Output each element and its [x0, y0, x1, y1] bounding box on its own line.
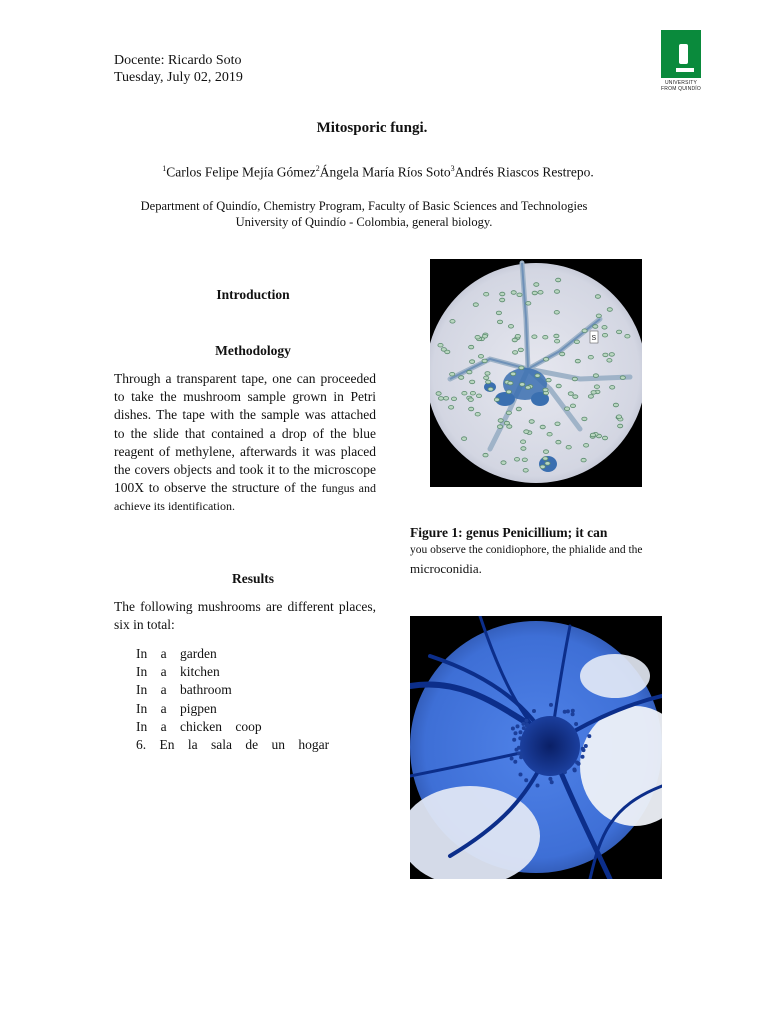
spore-dot: [550, 780, 554, 784]
conidium-dot: [607, 308, 612, 312]
conidium-dot: [504, 421, 509, 425]
conidium-dot: [618, 424, 623, 428]
spore-dot: [518, 736, 522, 740]
list-item: In a bathroom: [136, 682, 232, 698]
conidium-dot: [450, 320, 455, 324]
conidium-dot: [544, 358, 549, 362]
conidium-dot: [482, 359, 487, 363]
conidium-dot: [556, 384, 561, 388]
conidium-dot: [478, 355, 483, 359]
conidium-dot: [534, 283, 539, 287]
conidium-dot: [546, 378, 551, 382]
spore-dot: [517, 746, 521, 750]
conidium-dot: [459, 376, 464, 380]
conidium-dot: [540, 425, 545, 429]
spore-dot: [584, 744, 588, 748]
conidium-dot: [581, 458, 586, 462]
conidium-dot: [602, 333, 607, 337]
conidium-dot: [560, 352, 565, 356]
logo-line-2: FROM QUINDÍO: [661, 86, 701, 92]
list-item: In a garden: [136, 646, 217, 661]
conidium-dot: [483, 453, 488, 457]
spore-dot: [572, 768, 576, 772]
author-1-name: Carlos Felipe Mejía Gómez: [166, 164, 316, 180]
spore-dot: [522, 726, 526, 730]
conidium-dot: [468, 398, 473, 402]
conidium-dot: [501, 461, 506, 465]
conidium-dot: [469, 407, 474, 411]
affiliation-line-2: University of Quindío - Colombia, general biology.: [235, 215, 493, 229]
conidium-dot: [436, 392, 441, 396]
conidium-dot: [555, 422, 560, 426]
conidium-dot: [498, 419, 503, 423]
conidium-dot: [596, 314, 601, 318]
figure-1-caption-body: you observe the conidiophore, the phialide and the: [410, 544, 643, 556]
results-paragraph: The following mushrooms are different places, six in total:: [114, 599, 376, 633]
spore-dot: [563, 770, 567, 774]
logo-text: [652, 80, 710, 92]
conidium-dot: [470, 360, 475, 364]
figure-1-micrograph: [430, 259, 642, 487]
spore-dot: [536, 784, 540, 788]
conidium-dot: [470, 380, 475, 384]
spore-dot: [549, 703, 553, 707]
conidium-dot: [524, 430, 529, 434]
conidium-dot: [573, 395, 578, 399]
conidium-dot: [469, 345, 474, 349]
conidium-dot: [508, 325, 513, 329]
teacher-line: Docente: Ricardo Soto: [114, 53, 242, 68]
conidium-dot: [496, 311, 501, 315]
figure-1-caption-tail: microconidia.: [410, 561, 482, 576]
author-1-sup: 1: [162, 164, 167, 173]
spore-dot: [524, 778, 528, 782]
conidium-dot: [475, 412, 480, 416]
conidium-dot: [488, 387, 493, 391]
methodology-heading: Methodology: [215, 343, 291, 358]
methodology-tail-text: fungus and achieve its identification.: [114, 481, 376, 514]
conidium-dot: [521, 447, 526, 451]
conidium-dot: [484, 376, 489, 380]
conidium-dot: [543, 457, 548, 461]
conidium-dot: [584, 444, 589, 448]
date-line: Tuesday, July 02, 2019: [114, 70, 243, 85]
spore-dot: [510, 757, 514, 761]
spore-dot: [581, 755, 585, 759]
conidium-dot: [441, 348, 446, 352]
conidium-dot: [522, 458, 527, 462]
conidium-dot: [473, 303, 478, 307]
conidium-dot: [540, 465, 545, 469]
spore-dot: [532, 709, 536, 713]
spore-dot: [513, 760, 517, 764]
methodology-paragraph: [114, 370, 376, 516]
conidium-dot: [603, 353, 608, 357]
spore-dot: [571, 709, 575, 713]
conidium-dot: [607, 359, 612, 363]
conidium-dot: [590, 433, 595, 437]
conidium-dot: [521, 440, 526, 444]
conidium-dot: [588, 355, 593, 359]
spore-dot: [574, 722, 578, 726]
places-list: [136, 645, 376, 754]
conidium-dot: [532, 335, 537, 339]
conidium-dot: [500, 292, 505, 296]
list-item: 6. En la sala de un hogar: [136, 737, 330, 753]
conidium-dot: [554, 311, 559, 315]
conidium-dot: [462, 437, 467, 441]
figure-2-micrograph: [410, 616, 662, 879]
conidium-dot: [515, 334, 520, 338]
conidium-dot: [523, 469, 528, 473]
conidium-dot: [593, 325, 598, 329]
conidium-dot: [438, 397, 443, 401]
conidium-dot: [594, 385, 599, 389]
conidium-dot: [506, 390, 511, 394]
conidium-dot: [613, 403, 618, 407]
conidium-dot: [625, 334, 630, 338]
conidium-dot: [485, 372, 490, 376]
conidium-dot: [517, 293, 522, 297]
author-3-sup: 3: [450, 164, 455, 173]
conidium-dot: [532, 291, 537, 295]
introduction-heading: Introduction: [216, 287, 290, 302]
conidium-dot: [462, 391, 467, 395]
conidium-dot: [588, 395, 593, 399]
conidium-dot: [500, 298, 505, 302]
university-logo: [652, 30, 710, 96]
results-heading: Results: [231, 571, 274, 586]
affiliation-line-1: Department of Quindío, Chemistry Program, Faculty of Basic Sciences and Technologies: [140, 199, 588, 213]
conidium-dot: [513, 351, 518, 355]
conidium-dot: [470, 391, 475, 395]
conidium-dot: [535, 374, 540, 378]
conidium-dot: [519, 366, 524, 370]
conidium-dot: [591, 391, 596, 395]
conidium-dot: [497, 425, 502, 429]
conidium-dot: [582, 417, 587, 421]
conidium-dot: [538, 291, 543, 295]
conidium-dot: [543, 335, 548, 339]
author-2-sup: 2: [315, 164, 320, 173]
conidium-dot: [572, 377, 577, 381]
conidium-dot: [526, 302, 531, 306]
paper-title: Mitosporic fungi.: [316, 120, 428, 136]
conidium-dot: [451, 397, 456, 401]
conidium-dot: [506, 411, 511, 415]
conidium-dot: [617, 330, 622, 334]
spore-dot: [519, 773, 523, 777]
conidium-dot: [545, 462, 550, 466]
conidium-dot: [609, 353, 614, 357]
conidium-dot: [525, 386, 530, 390]
conidium-dot: [593, 374, 598, 378]
conidium-dot: [518, 348, 523, 352]
spore-dot: [563, 710, 567, 714]
list-item: In a chicken coop: [136, 718, 262, 734]
conidium-dot: [555, 339, 560, 343]
spore-dot: [519, 730, 523, 734]
spore-dot: [512, 738, 516, 742]
conidium-dot: [512, 338, 517, 342]
conidium-dot: [486, 380, 491, 384]
conidium-dot: [516, 407, 521, 411]
conidium-dot: [568, 392, 573, 396]
conidium-dot: [529, 420, 534, 424]
conidium-dot: [497, 320, 502, 324]
list-item: In a pigpen: [136, 700, 217, 716]
conidium-dot: [570, 404, 575, 408]
conidium-dot: [520, 383, 525, 387]
conidium-dot: [556, 440, 561, 444]
spore-dot: [514, 731, 518, 735]
figure-1-caption-head: Figure 1: genus Penicillium; it can: [410, 525, 608, 540]
list-item: In a kitchen: [136, 664, 220, 680]
authors-line: [0, 164, 756, 181]
conidium-dot: [582, 329, 587, 333]
spore-dot: [516, 724, 520, 728]
conidium-dot: [554, 290, 559, 294]
conidium-dot: [543, 388, 548, 392]
conidium-dot: [556, 278, 561, 282]
conidium-dot: [482, 335, 487, 339]
conidium-dot: [514, 458, 519, 462]
spore-dot: [525, 719, 529, 723]
conidium-dot: [484, 292, 489, 296]
methodology-main-text: Through a transparent tape, one can proceeded to take the mushroom sample grown in Petri dishes. The tape with the sample was attached to the slide that contained a drop of the blue reagent of methylene, afterwards it was placed the covers objects and took it to the microscope 100X to observe the structure of the: [114, 371, 376, 496]
author-3-name: Andrés Riascos Restrepo.: [454, 164, 594, 180]
conidium-dot: [595, 295, 600, 299]
conidium-dot: [543, 450, 548, 454]
conidium-dot: [620, 376, 625, 380]
spore-dot: [587, 734, 591, 738]
spore-dot: [577, 762, 581, 766]
conidium-dot: [565, 407, 570, 411]
conidium-dot: [511, 372, 516, 376]
conidium-dot: [508, 381, 513, 385]
logo-emblem-icon: [661, 30, 701, 78]
conidium-dot: [494, 398, 499, 402]
conidium-dot: [602, 326, 607, 330]
conidium-dot: [450, 372, 455, 376]
conidium-dot: [438, 343, 443, 347]
conidium-dot: [554, 334, 559, 338]
figure-1-marker: S: [591, 335, 597, 342]
conidium-dot: [574, 340, 579, 344]
spore-dot: [521, 722, 525, 726]
logo-line-1: UNIVERSITY: [664, 80, 697, 86]
spore-dot: [519, 752, 523, 756]
conidium-dot: [444, 397, 449, 401]
conidium-dot: [616, 415, 621, 419]
spore-dot: [571, 712, 575, 716]
conidium-dot: [476, 394, 481, 398]
author-2-name: Ángela María Ríos Soto: [319, 164, 451, 180]
spore-dot: [511, 727, 515, 731]
conidium-dot: [475, 335, 480, 339]
spore-dot: [581, 747, 585, 751]
conidium-dot: [602, 436, 607, 440]
conidium-dot: [610, 386, 615, 390]
conidium-dot: [511, 291, 516, 295]
conidium-dot: [449, 406, 454, 410]
conidium-dot: [566, 445, 571, 449]
spore-dot: [519, 755, 523, 759]
conidium-dot: [547, 432, 552, 436]
conidium-dot: [467, 370, 472, 374]
conidium-dot: [575, 359, 580, 363]
spore-dot: [525, 724, 529, 728]
